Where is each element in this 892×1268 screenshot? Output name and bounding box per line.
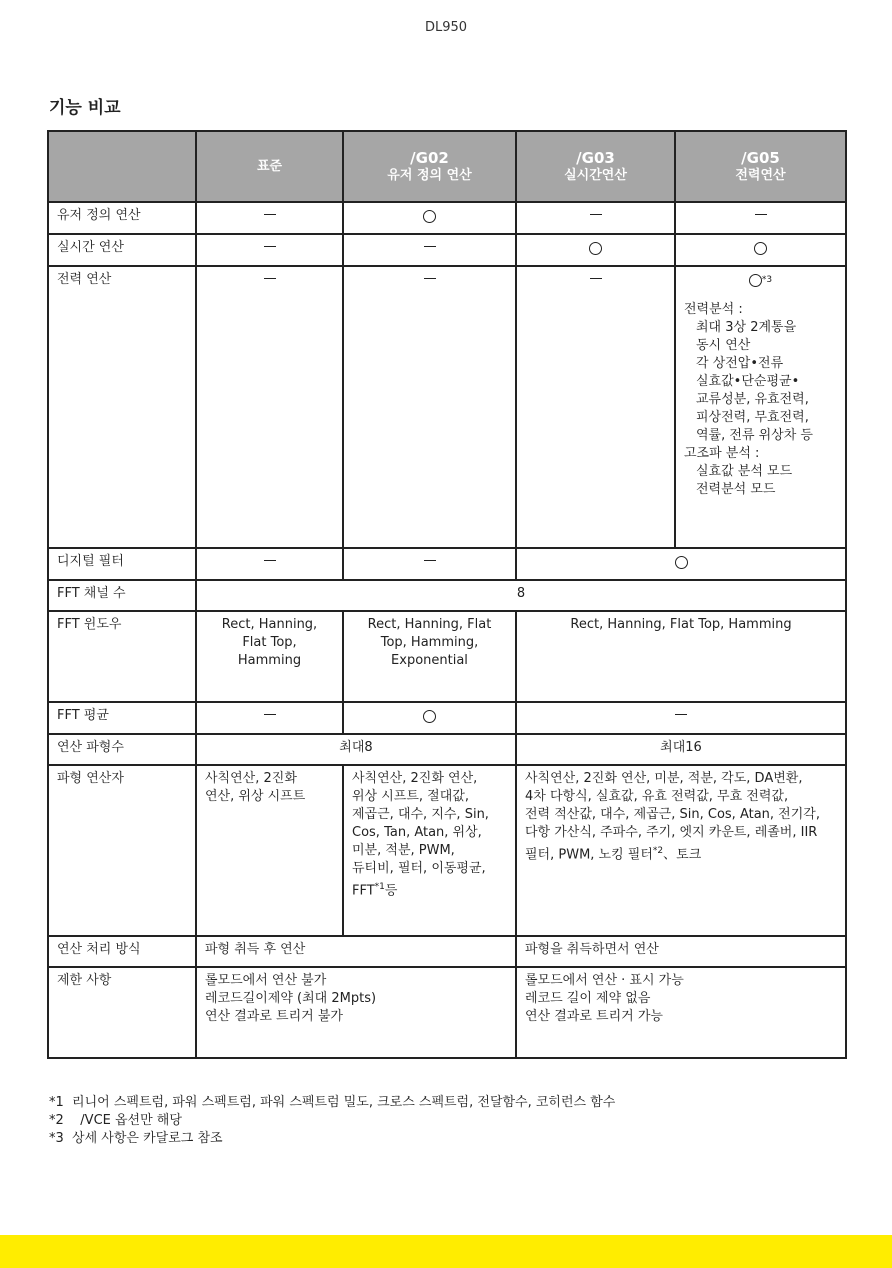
row-label: 전력 연산 [48,266,196,548]
row-wave-count [48,734,846,765]
header-g02: /G02 유저 정의 연산 [343,131,516,202]
header-g03: /G03 실시간연산 [516,131,675,202]
fft-channels-value: 8 [196,580,846,611]
footnote-1: *1 리니어 스펙트럼, 파워 스펙트럼, 파워 스펙트럼 밀도, 크로스 스펙트럼, 전달함수, 코히런스 함수 [49,1095,616,1110]
row-label: 디지털 필터 [48,548,196,580]
power-line: 동시 연산 [696,338,751,354]
operators-g03-g05: 사칙연산, 2진화 연산, 미분, 적분, 각도, DA변환, 4차 다항식, 실효값, 유효 전력값, 무효 전력값, 전력 적산값, 대수, 제곱근, Sin, Cos, Atan, 전기각, 다항 가산식, 주파수, 주기, 엣지 카운트, 레졸버, IIR 필터, PWM, 노킹 필터$^{*2}$、토크 [516,765,846,936]
dash-mark [264,560,276,561]
row-label: 유저 정의 연산 [48,202,196,234]
wave-count-g03-g05: 최대16 [516,734,846,765]
row-digital-filter [48,548,846,580]
power-line: 각 상전압•전류 [696,356,784,372]
section-title: 기능 비교 [49,98,121,118]
row-fft-channels [48,580,846,611]
dash-mark [424,278,436,279]
power-line: 전력분석 : [684,302,743,318]
dash-mark [264,214,276,215]
circle-mark [589,242,602,255]
processing-standard-g02: 파형 취득 후 연산 [196,936,516,967]
footnotes [49,1094,615,1148]
row-user-defined [48,202,846,234]
circle-mark [675,556,688,569]
page-header-model: DL950 [424,20,468,35]
header-g05: /G05 전력연산 [675,131,846,202]
dash-mark [264,246,276,247]
operators-g02: 사칙연산, 2진화 연산, 위상 시프트, 절대값, 제곱근, 대수, 지수, Sin, Cos, Tan, Atan, 위상, 미분, 적분, PWM, 듀티비, 필터, 이동평균, FFT$^{*1}$등 [343,765,516,936]
header-empty-cell [48,131,196,202]
feature-comparison-table [47,130,847,1059]
fft-window-standard: Rect, Hanning, Flat Top, Hamming [196,611,343,702]
row-label: FFT 채널 수 [48,580,196,611]
circle-mark [423,710,436,723]
row-power [48,266,846,548]
fft-window-g02: Rect, Hanning, Flat Top, Hamming, Exponential [343,611,516,702]
wave-count-standard-g02: 최대8 [196,734,516,765]
processing-g03-g05: 파형을 취득하면서 연산 [516,936,846,967]
row-realtime [48,234,846,266]
dash-mark [590,278,602,279]
row-label: 파형 연산자 [48,765,196,936]
power-line: 전력분석 모드 [696,482,776,498]
dash-mark [264,278,276,279]
row-label: FFT 평균 [48,702,196,734]
row-label: FFT 윈도우 [48,611,196,702]
dash-mark [264,714,276,715]
power-line: 고조파 분석 : [684,446,760,462]
power-analysis-cell [675,266,846,548]
row-label: 연산 처리 방식 [48,936,196,967]
dash-mark [755,214,767,215]
power-line: 역률, 전류 위상차 등 [696,428,813,444]
power-line: 최대 3상 2계통을 [696,320,797,336]
row-label: 제한 사항 [48,967,196,1058]
footnote-2: *2 /VCE 옵션만 해당 [49,1113,182,1128]
row-processing [48,936,846,967]
header-standard: 표준 [196,131,343,202]
power-line: 실효값 분석 모드 [696,464,793,480]
row-fft-window [48,611,846,702]
dash-mark [590,214,602,215]
fft-window-g03-g05: Rect, Hanning, Flat Top, Hamming [516,611,846,702]
footnote-ref: *2 [652,846,664,856]
power-line: 교류성분, 유효전력, [696,392,809,408]
row-restrictions [48,967,846,1058]
power-line: 실효값•단순평균• [696,374,800,390]
footnote-ref: *1 [374,882,385,892]
circle-mark [423,210,436,223]
row-operators [48,765,846,936]
row-fft-average [48,702,846,734]
footnote-ref: *3 [761,275,773,285]
footnote-3: *3 상세 사항은 카달로그 참조 [49,1131,223,1146]
power-line: 피상전력, 무효전력, [696,410,809,426]
dash-mark [424,246,436,247]
dash-mark [424,560,436,561]
row-label: 연산 파형수 [48,734,196,765]
circle-mark [754,242,767,255]
header-row [48,131,846,202]
restrictions-g03-g05: 롤모드에서 연산 · 표시 가능 레코드 길이 제약 없음 연산 결과로 트리거 가능 [516,967,846,1058]
circle-mark [749,274,762,287]
operators-standard: 사칙연산, 2진화 연산, 위상 시프트 [196,765,343,936]
dash-mark [675,714,687,715]
row-label: 실시간 연산 [48,234,196,266]
footer-brand-bar [0,1235,892,1268]
restrictions-standard-g02: 롤모드에서 연산 불가 레코드길이제약 (최대 2Mpts) 연산 결과로 트리거 불가 [196,967,516,1058]
